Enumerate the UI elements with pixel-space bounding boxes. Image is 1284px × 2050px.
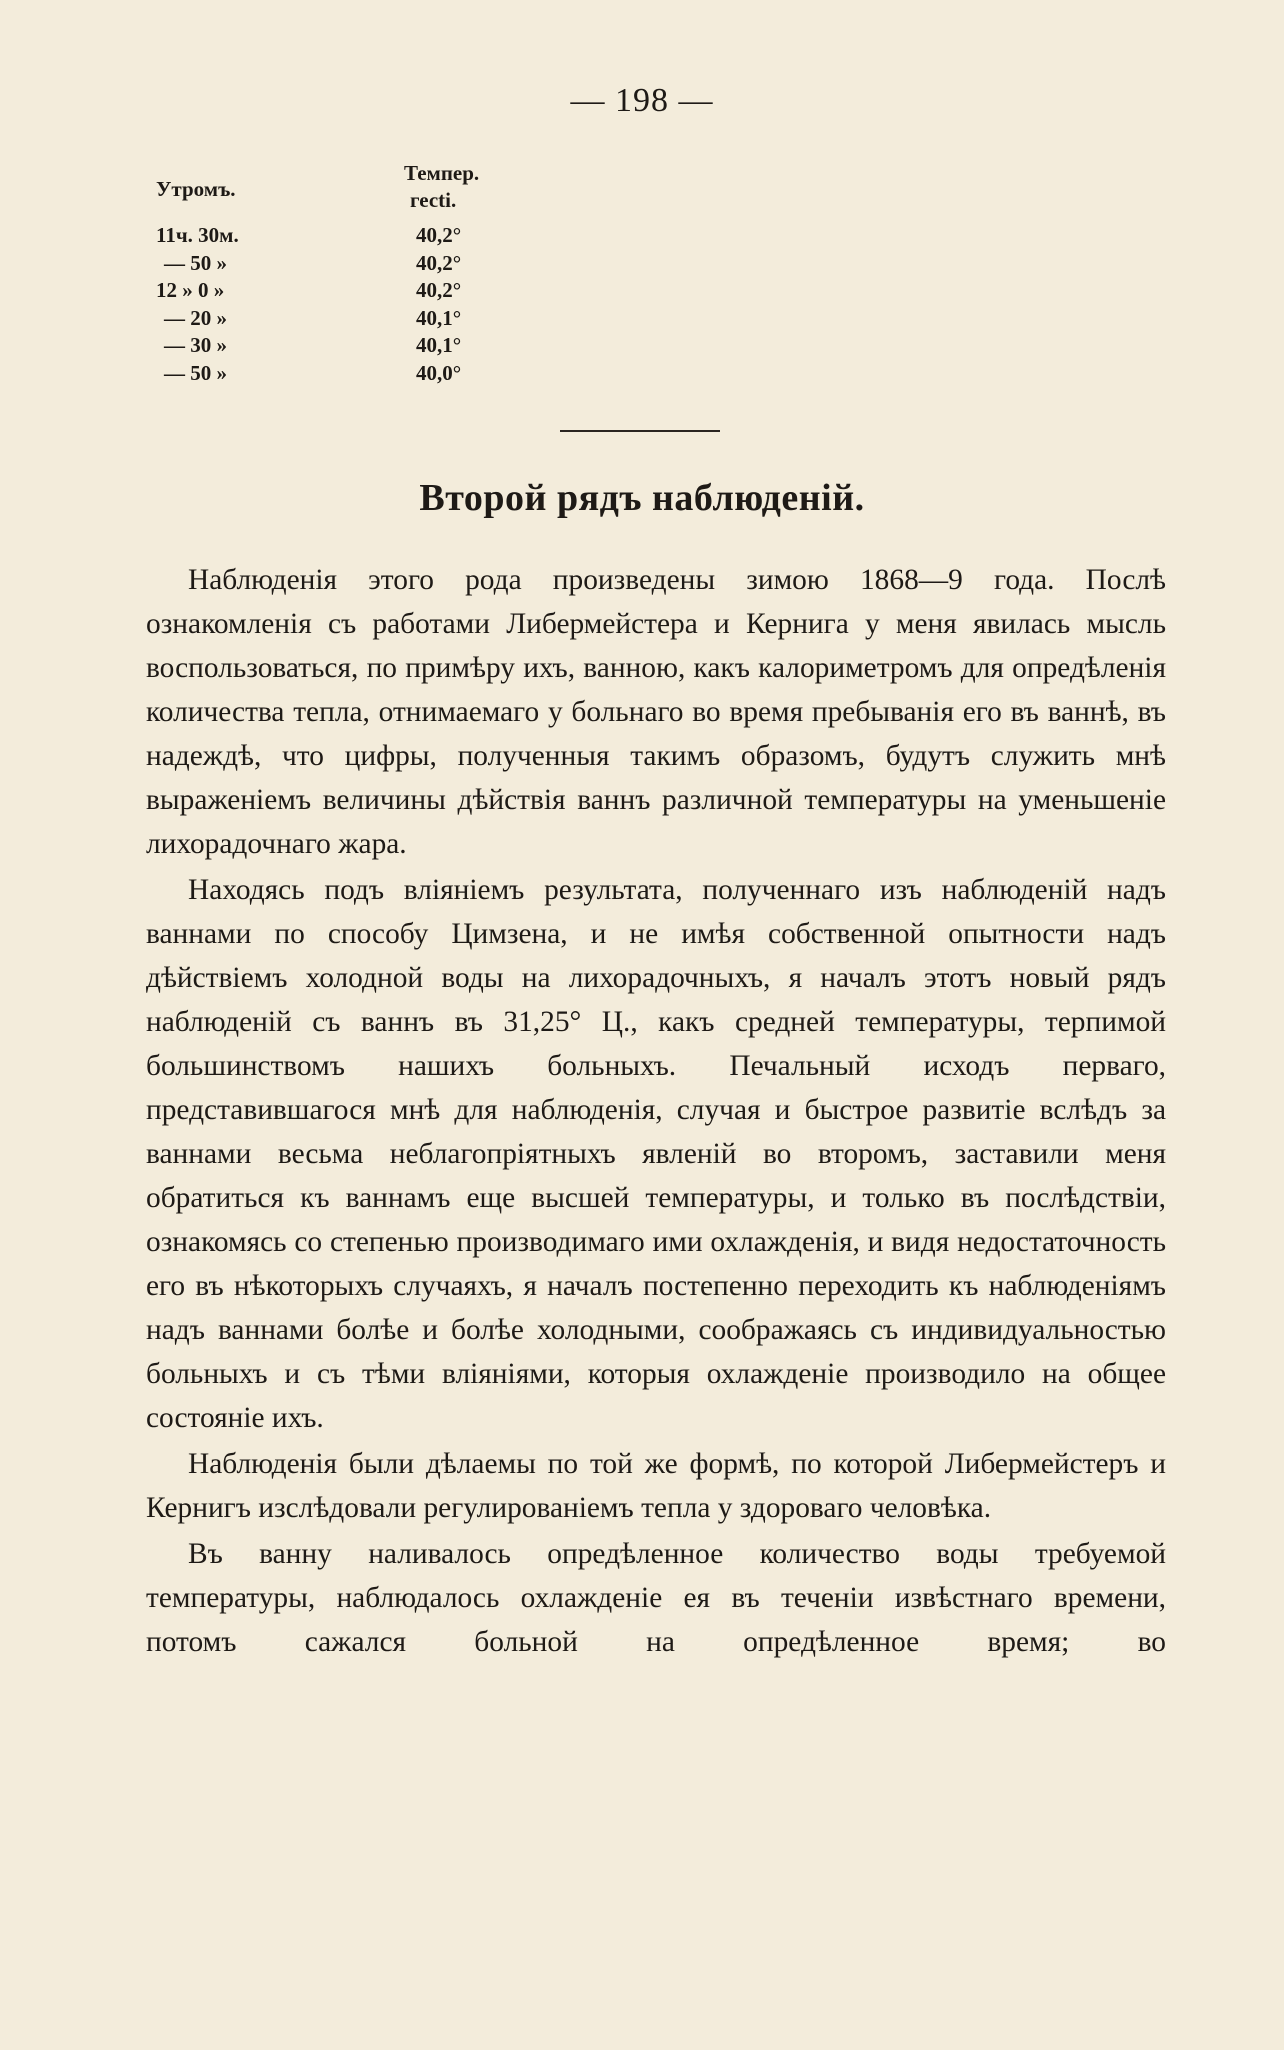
table-row	[156, 222, 479, 250]
table-row	[156, 250, 479, 278]
table-row	[156, 277, 479, 305]
row-time: 12 » 0 »	[156, 278, 225, 302]
page-number: — 198 —	[570, 82, 714, 119]
header-temp-line1: Темпер.	[404, 161, 480, 185]
table-row	[156, 305, 479, 333]
section-divider	[560, 430, 720, 432]
row-time: — 30 »	[164, 333, 227, 357]
temperature-table	[156, 160, 479, 387]
row-time: — 20 »	[164, 305, 227, 330]
table-row	[156, 360, 479, 388]
row-temp: 40,2°	[416, 223, 462, 247]
row-time: — 50 »	[164, 250, 227, 275]
header-temperature	[404, 160, 479, 222]
paragraph: Наблюденія были дѣлаемы по той же формѣ, по которой Либермейстеръ и Кернигъ изслѣдовали регулированіемъ тепла у здороваго человѣка.	[146, 1448, 1166, 1524]
row-temp: 40,1°	[416, 333, 462, 357]
paragraph: Находясь подъ вліяніемъ результата, полученнаго изъ наблюденій надъ ваннами по способу Цимзена, и не имѣя собственной опытности надъ дѣйствіемъ холодной воды на лихорадочныхъ, я началъ этотъ новый рядъ наблюденій съ ваннъ въ 31,25° Ц., какъ средней температуры, терпимой большинствомъ нашихъ больныхъ. Печальный исходъ перваго, представившагося мнѣ для наблюденія, случая и быстрое развитіе вслѣдъ за ваннами весьма неблагопріятныхъ явленій во второмъ, заставили меня обратиться къ ваннамъ еще высшей температуры, и только въ послѣдствіи, ознакомясь со степенью производимаго ими охлажденія, и видя недостаточность его въ нѣкоторыхъ случаяхъ, я началъ постепенно переходить къ наблюденіямъ надъ ваннами болѣе и болѣе холодными, соображаясь съ индивидуальностью больныхъ и съ тѣми вліяніями, которыя охлажденіе производило на общее состояніе ихъ.	[146, 874, 1166, 1434]
row-time: — 50 »	[164, 360, 227, 385]
table-header	[156, 160, 479, 222]
row-temp: 40,2°	[416, 250, 462, 275]
body-text	[146, 558, 1166, 1664]
row-temp: 40,1°	[416, 305, 462, 330]
paragraph: Въ ванну наливалось опредѣленное количество воды требуемой температуры, наблюдалось охлажденіе ея въ теченіи извѣстнаго времени, потомъ сажался больной на опредѣленное время; во	[146, 1538, 1166, 1658]
paragraph: Наблюденія этого рода произведены зимою 1868—9 года. Послѣ ознакомленія съ работами Либермейстера и Кернига у меня явилась мысль воспользоваться, по примѣру ихъ, ванною, какъ калориметромъ для опредѣленія количества тепла, отнимаемаго у больнаго во время пребыванія его въ ваннѣ, въ надеждѣ, что цифры, полученныя такимъ образомъ, будутъ служить мнѣ выраженіемъ величины дѣйствія ваннъ различной температуры на уменьшеніе лихорадочнаго жара.	[146, 564, 1166, 860]
section-title: Второй рядъ наблюденій.	[419, 477, 865, 519]
row-time: 11ч. 30м.	[156, 223, 239, 247]
header-time: Утромъ.	[156, 177, 236, 201]
row-temp: 40,2°	[416, 278, 462, 302]
header-temp-line2: гесti.	[410, 188, 457, 212]
table-row	[156, 332, 479, 360]
row-temp: 40,0°	[416, 360, 462, 385]
